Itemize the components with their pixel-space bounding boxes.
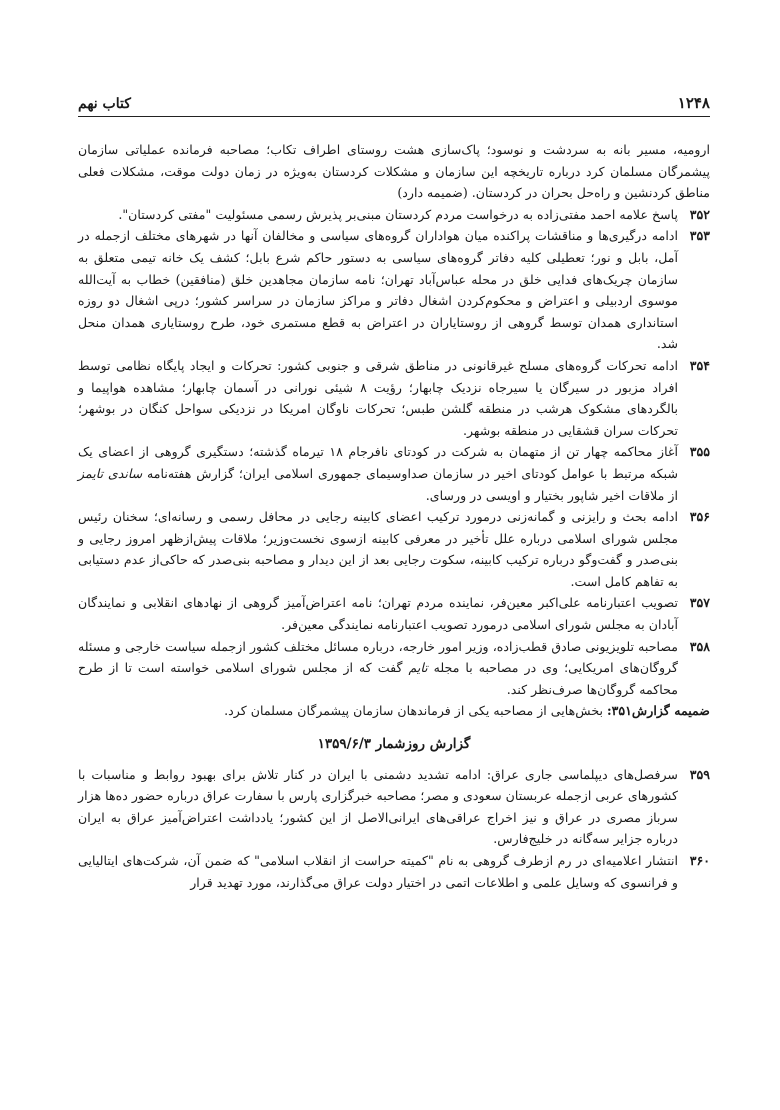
entry-number: ۳۶۰ xyxy=(689,853,710,868)
report-title: گزارش روزشمار ۱۳۵۹/۶/۳ xyxy=(317,736,471,753)
intro-paragraph: ارومیه، مسیر بانه به سردشت و نوسود؛ پاک‌سازی هشت روستای اطراف تکاب؛ مصاحبه فرمانده عملیاتی سازمان پیشمرگان مسلمان کرد درباره تاریخچه این سازمان و مشکلات کردستان به‌ویژه در زمان دولت موقت، مشکلات فعلی مناطق کردنشین و راه‌حل بحران در کردستان. (ضمیمه دارد) xyxy=(78,142,710,201)
entry-text-end: از ملاقات اخیر شاپور بختیار و اویسی در ورسای. xyxy=(425,487,678,503)
entry-355 xyxy=(78,441,710,506)
entry-number: ۳۵۶ xyxy=(689,509,710,525)
entry-356 xyxy=(78,506,710,592)
entry-352 xyxy=(78,204,710,226)
entry-text: ادامه درگیری‌ها و مناقشات پراکنده میان هواداران گروه‌های سیاسی و مخالفان آنها در شهرهای مختلف ازجمله در آمل، بابل و نور؛ تعطیلی کلیه دفاتر گروه‌های سیاسی به دستور حاکم شرع بابل؛ کشف یک خانه تیمی متعلق به سازمان چریک‌های فدایی خلق در محله عباس‌آباد تهران؛ نامه سازمان مجاهدین خلق (منافقین) خطاب به آیت‌الله موسوی اردبیلی و اعتراض و محکوم‌کردن اشغال دفاتر و مراکز سازمان در سراسر کشور؛ درپی اشغال دو روزه استانداری همدان توسط گروهی از روستایاران در اعتراض به قطع مستمری خود، طرح روستایاری همدان منحل شد. xyxy=(78,228,678,352)
page-content xyxy=(78,139,710,893)
entry-text-end: گفت که از مجلس شورای اسلامی خواسته است تا از طرح محاکمه گروگان‌ها صرف‌نظر کند. xyxy=(78,660,678,697)
entry-text-start: آغاز محاکمه چهار تن از متهمان به شرکت در کودتای نافرجام ۱۸ تیرماه گذشته؛ دستگیری گروهی از اعضای یک شبکه مرتبط با عوامل کودتای اخیر در سازمان صداوسیمای جمهوری اسلامی ایران؛ گزارش هفته‌نامه xyxy=(78,444,679,481)
entry-text: پاسخ علامه احمد مفتی‌زاده به درخواست مردم کردستان مبنی‌بر پذیرش رسمی مسئولیت "مفتی کردستان". xyxy=(118,206,678,222)
entry-text: انتشار اعلامیه‌ای در رم ازطرف گروهی به نام "کمیته حراست از انقلاب اسلامی" که ضمن آن، شرکت‌های ایتالیایی و فرانسوی که وسایل علمی و اطلاعات اتمی در اختیار دولت عراق می‌گذارند، مورد تهدید قرار xyxy=(78,853,678,890)
appendix-note xyxy=(78,700,710,722)
header-rule xyxy=(78,116,710,117)
book-page xyxy=(78,88,710,893)
entry-358 xyxy=(78,636,710,701)
entry-number: ۳۵۹ xyxy=(689,766,710,782)
publication-title: تایم xyxy=(408,660,428,676)
entry-359 xyxy=(78,764,710,850)
appendix-label: ضمیمه گزارش۳۵۱: xyxy=(606,703,710,719)
entry-number: ۳۵۲ xyxy=(689,206,710,222)
entry-text: تصویب اعتبارنامه علی‌اکبر معین‌فر، نماینده مردم تهران؛ نامه اعتراض‌آمیز گروهی از نهادهای انقلابی و نمایندگان آبادان به مجلس شورای اسلامی درمورد تصویب اعتبارنامه نمایندگی معین‌فر. xyxy=(78,595,678,633)
entry-text-start: مصاحبه تلویزیونی صادق قطب‌زاده، وزیر امور خارجه، درباره مسائل مختلف کشور ازجمله سیاست خارجی و مسئله گروگان‌های امریکایی؛ وی در مصاحبه با مجله xyxy=(78,638,678,676)
entry-357 xyxy=(78,592,710,635)
entry-number: ۳۵۸ xyxy=(689,638,710,654)
appendix-text: بخش‌هایی از مصاحبه یکی از فرماندهان سازمان پیشمرگان مسلمان کرد. xyxy=(224,703,607,719)
entry-number: ۳۵۳ xyxy=(689,228,710,244)
entry-text: سرفصل‌های دیپلماسی جاری عراق: ادامه تشدید دشمنی با ایران در کنار تلاش برای بهبود روابط و مناسبات با کشورهای عربی ازجمله عربستان سعودی و مصر؛ مصاحبه خبرگزاری پارس با سفارت عراق درباره حضور ده‌ها هزار سرباز مصری در عراق و نیز اخراج عراقی‌های ایرانی‌الاصل از این کشور؛ یادداشت اعتراض‌آمیز عراق به ایران درباره جزایر سه‌گانه در خلیج‌فارس. xyxy=(78,766,678,847)
entry-353 xyxy=(78,225,710,355)
entry-text xyxy=(78,636,678,701)
entry-354 xyxy=(78,355,710,441)
entry-number: ۳۵۴ xyxy=(689,357,710,373)
page-number: ۱۲۴۸ xyxy=(677,94,710,112)
entry-text: ادامه تحرکات گروه‌های مسلح غیرقانونی در مناطق شرقی و جنوبی کشور: تحرکات و ایجاد پایگاه نظامی توسط افراد مزبور در سیرگان یا سیرجاه نزدیک چابهار؛ رؤیت ۸ شیئی نورانی در آسمان چابهار؛ مشاهده هواپیما و بالگردهای مشکوک هرشب در منطقه گلشن طبس؛ تحرکات ناوگان امریکا در نزدیکی سواحل کنگان در بوشهر؛ تحرکات سران قشقایی در منطقه بوشهر. xyxy=(78,357,678,438)
entry-number: ۳۵۷ xyxy=(689,595,710,611)
entry-text xyxy=(78,441,678,506)
book-title: کتاب نهم xyxy=(78,96,131,112)
publication-title: ساندی تایمز xyxy=(78,465,143,481)
entry-text: ادامه بحث و رایزنی و گمانه‌زنی درمورد ترکیب اعضای کابینه رجایی در محافل رسمی و رسانه‌ای؛ سخنان رئیس مجلس شورای اسلامی درباره علل تأخیر در معرفی کابینه ازسوی نخست‌وزیر؛ ملاقات پیش‌ازظهر امروز رجایی و بنی‌صدر و گفت‌وگو درباره ترکیب کابینه، سکوت رجایی بعد از این دیدار و مصاحبه بنی‌صدر که حاکی‌از عدم دستیابی به تفاهم کامل است. xyxy=(78,509,678,589)
entry-number: ۳۵۵ xyxy=(689,444,710,460)
entry-360 xyxy=(78,850,710,893)
page-header xyxy=(78,88,710,112)
